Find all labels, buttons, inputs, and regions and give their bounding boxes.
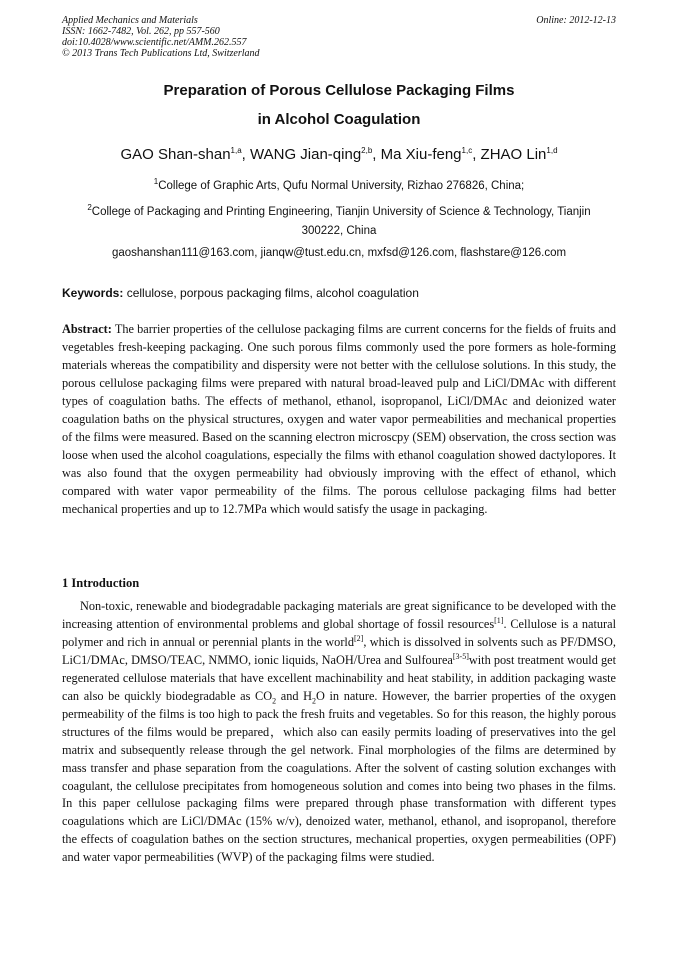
affiliation-1 <box>62 177 616 196</box>
intro-text: O in nature. However, the barrier properties of the oxygen permeability of the films is too high to pack the fresh fruits and vegetables. So for this reason, the highly porous structures of the films would be prepared，which also can easily permits loading of preservatives into the gel matrix and subsequently release through the gel network. Final morphologies of the films are determined by mass transfer and phase separation from the coagulations. After the solvent of casting solution exchanges with coagulant, the cellulose precipitates from homogeneous solution and comes into being two phases in the films. In this paper cellulose packaging films were prepared through phase transformation with different types coagulations which are LiCl/DMAc (15% w/v), denoized water, methanol, ethanol, and isopropanol, therefore the effects of coagulation bathes on the section structures, mechanical properties, oxygen permeabilities (OPF) and water vapor permeabilities (WVP) of the packaging films were studied. <box>62 688 616 865</box>
author-name: ZHAO Lin <box>480 146 547 163</box>
intro-text: . Cellulose is a natural polymer and rich in annual or perennial plants in the world <box>62 616 616 649</box>
paper-title-line-2: in Alcohol Coagulation <box>257 111 421 128</box>
keywords-text: cellulose, porpous packaging films, alcohol coagulation <box>123 286 419 300</box>
affiliation-text-continued: 300222, China <box>301 225 377 237</box>
author-name: WANG Jian-qing <box>250 146 362 163</box>
paper-title-line-1: Preparation of Porous Cellulose Packaging Films <box>163 82 515 99</box>
intro-text: Non-toxic, renewable and biodegradable packaging materials are great significance to be developed with the increasing attention of environmental problems and global shortage of fossil resources <box>62 599 616 631</box>
affiliation-mark: 2 <box>87 203 92 213</box>
introduction-paragraph <box>62 598 616 867</box>
citation-ref: [3-5] <box>452 651 469 661</box>
citation-ref: [2] <box>354 633 364 643</box>
author-affiliation-mark: 1,d <box>546 146 558 155</box>
author-affiliation-mark: 1,c <box>461 146 473 155</box>
abstract <box>62 321 616 518</box>
subscript: 2 <box>272 696 277 706</box>
author-list <box>62 146 616 163</box>
journal-copyright: © 2013 Trans Tech Publications Ltd, Switzerland <box>62 48 260 59</box>
journal-issn: ISSN: 1662-7482, Vol. 262, pp 557-560 <box>62 26 220 37</box>
journal-header <box>62 15 616 59</box>
author-affiliation-mark: 2,b <box>361 146 373 155</box>
journal-name: Applied Mechanics and Materials <box>62 15 198 26</box>
intro-text: , which is dissolved in solvents such as PF/DMSO, LiC1/DMAc, DMSO/TEAC, NMMO, ionic liquids, NaOH/Urea and Sulfourea <box>62 634 616 667</box>
affiliation-text: College of Graphic Arts, Qufu Normal University, Rizhao 276826, China; <box>158 180 525 192</box>
author-name: Ma Xiu-feng <box>380 146 462 163</box>
keywords-label: Keywords: <box>62 286 124 300</box>
abstract-label: Abstract: <box>62 322 112 336</box>
author-name: GAO Shan-shan <box>120 146 231 163</box>
citation-ref: [1] <box>494 615 504 625</box>
affiliation-text: College of Packaging and Printing Engineering, Tianjin University of Science & Technology, Tianjin <box>91 206 591 218</box>
intro-text: and H <box>276 688 312 703</box>
journal-doi: doi:10.4028/www.scientific.net/AMM.262.557 <box>62 37 247 48</box>
abstract-text: The barrier properties of the cellulose packaging films are current concerns for the fields of fruits and vegetables fresh-keeping packaging. One such porous films commonly used the pore formers as hole-forming materials whereas the compatibility and dispersity were not better with the cellulose solutions. In this study, the porous cellulose packaging films were prepared with natural broad-leaved pulp and LiCl/DMAc with different types of coagulation baths. The effects of methanol, ethanol, isopropanol, LiCl/DMAc and deionized water coagulation baths on the physical structures, oxygen and water vapor permeabilities and mechanical properties of the films were measured. Based on the scanning electron microscpy (SEM) observation, the cross section was loose when used the alcohol coagulations, especially the films with ethanol coagulation showed dactylopores. It was also found that the oxygen permeability had obviously improving with the effect of ethanol, which compared with water vapor permeability of the films. The porous cellulose packaging films had better mechanical properties and up to 12.7MPa which would satisfy the usage in packaging. <box>62 322 616 516</box>
author-affiliation-mark: 1,a <box>230 146 242 155</box>
subscript: 2 <box>312 696 316 706</box>
author-separator: , <box>241 146 251 163</box>
keywords <box>62 286 616 300</box>
author-emails: gaoshanshan111@163.com, jianqw@tust.edu.cn, mxfsd@126.com, flashstare@126.com <box>111 247 567 259</box>
intro-text: with post treatment would get regenerated cellulose materials that have excellent machinability and heat stability, in addition packaging waste can also be quickly biodegradable as CO <box>62 652 617 703</box>
author-separator: , <box>372 146 381 163</box>
affiliation-2 <box>62 203 616 241</box>
online-date: Online: 2012-12-13 <box>536 15 616 26</box>
affiliation-mark: 1 <box>153 177 159 187</box>
author-separator: , <box>472 146 481 163</box>
section-heading-introduction: 1 Introduction <box>62 576 140 590</box>
